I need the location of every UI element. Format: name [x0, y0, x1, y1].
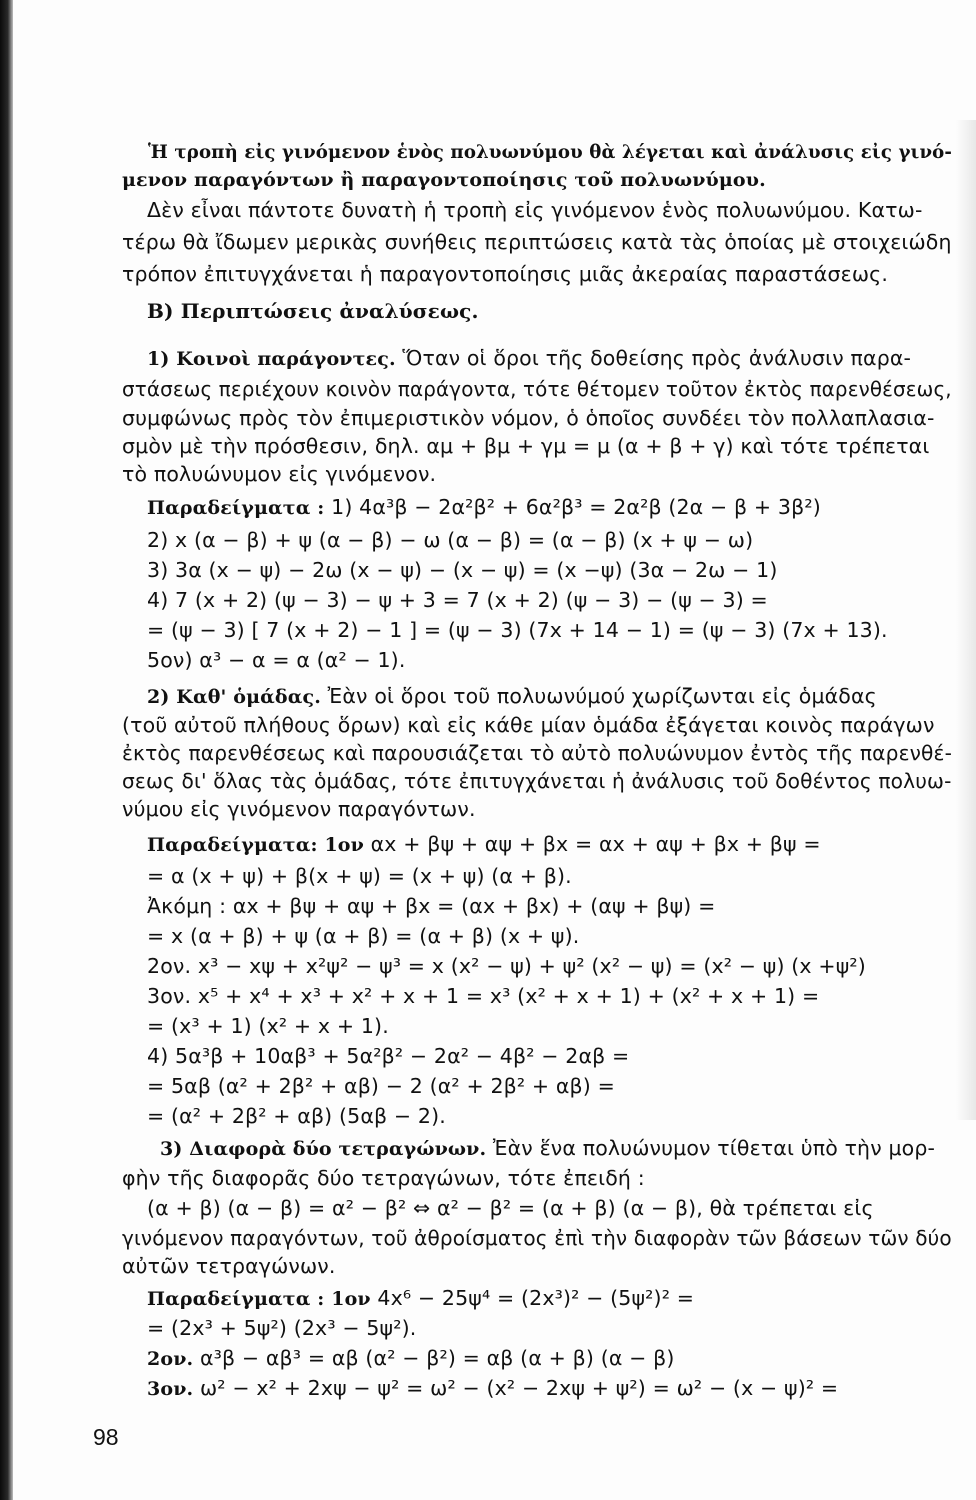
paragraph-line: νύμου εἰς γινόμενον παραγόντων. [122, 797, 476, 821]
paragraph-line: τὸ πολυώνυμον εἰς γινόμενον. [122, 462, 437, 486]
paragraph-line: Δὲν εἶναι πάντοτε δυνατὴ ἡ τροπὴ εἰς γινόμενον ἑνὸς πολυωνύμου. Κατω- [147, 198, 923, 222]
binding-shadow [0, 0, 13, 1500]
page-number: 98 [93, 1424, 119, 1450]
example-line [147, 1284, 694, 1313]
paragraph-line: συμφώνως πρὸς τὸν ἐπιμεριστικὸν νόμον, ὁ ὁποῖος συνδέει τὸν πολλαπλασια- [122, 406, 935, 430]
case-2-heading: 2) Καθ' ὁμάδας. [147, 686, 321, 708]
examples-label: Παραδείγματα : 1ον [147, 1288, 371, 1310]
paragraph-line: φὴν τῆς διαφορᾶς δύο τετραγώνων, τότε ἐπειδή : [122, 1166, 645, 1190]
example-line: = α (x + ψ) + β(x + ψ) = (x + ψ) (α + β). [147, 864, 572, 888]
example-line [147, 493, 821, 522]
example-line: = (α² + 2β² + αβ) (5αβ − 2). [147, 1104, 446, 1128]
example-line: = (ψ − 3) [ 7 (x + 2) − 1 ] = (ψ − 3) (7x + 14 − 1) = (ψ − 3) (7x + 13). [147, 618, 888, 642]
paragraph-line: γινόμενον παραγόντων, τοῦ ἀθροίσματος ἐπὶ τὴν διαφορὰν τῶν βάσεων τῶν δύο [122, 1226, 952, 1250]
paragraph-line: σμὸν μὲ τὴν πρόσθεσιν, δηλ. αμ + βμ + γμ = μ (α + β + γ) καὶ τότε τρέπεται [122, 434, 930, 458]
example-line [147, 1344, 675, 1373]
examples-label: Παραδείγματα : [147, 497, 325, 519]
paragraph-line: τέρω θὰ ἴδωμεν μερικὰς συνήθεις περιπτώσεις κατὰ τὰς ὁποίας μὲ στοιχειώδη [122, 230, 952, 254]
paragraph-line: τρόπον ἐπιτυγχάνεται ἡ παραγοντοποίησις μιᾶς ἀκεραίας παραστάσεως. [122, 262, 888, 286]
case-3-heading: 3) Διαφορὰ δύο τετραγώνων. [160, 1138, 487, 1160]
paragraph-line [147, 344, 911, 373]
definition-line-1: Ἡ τροπὴ εἰς γινόμενον ἑνὸς πολυωνύμου θὰ λέγεται καὶ ἀνάλυσις εἰς γινό- [148, 141, 953, 163]
example-formula: 4x⁶ − 25ψ⁴ = (2x³)² − (5ψ²)² = [377, 1286, 695, 1310]
example-line: = x (α + β) + ψ (α + β) = (α + β) (x + ψ). [147, 924, 580, 948]
example-line: 5ον) α³ − α = α (α² − 1). [147, 648, 406, 672]
example-line: 4) 5α³β + 10αβ³ + 5α²β² − 2α² − 4β² − 2αβ = [147, 1044, 630, 1068]
example-line: Ἀκόμη : αx + βψ + αψ + βx = (αx + βx) + (αψ + βψ) = [147, 894, 716, 918]
paragraph-line: (τοῦ αὐτοῦ πλήθους ὅρων) καὶ εἰς κάθε μίαν ὁμάδα ἐξάγεται κοινὸς παράγων [122, 713, 935, 737]
paragraph-line: σεως δι' ὅλας τὰς ὁμάδας, τότε ἐπιτυγχάνεται ἡ ἀνάλυσις τοῦ δοθέντος πολυω- [122, 769, 952, 793]
case-3-text: Ἐὰν ἕνα πολυώνυμον τίθεται ὑπὸ τὴν μορ- [492, 1136, 936, 1160]
paragraph-line [160, 1134, 935, 1163]
paragraph-line: αὐτῶν τετραγώνων. [122, 1254, 336, 1278]
case-1-heading: 1) Κοινοὶ παράγοντες. [147, 348, 396, 370]
example-line: 3) 3α (x − ψ) − 2ω (x − ψ) − (x − ψ) = (x −ψ) (3α − 2ω − 1) [147, 558, 778, 582]
definition-line-2: μενον παραγόντων ἢ παραγοντοποίησις τοῦ πολυωνύμου. [122, 169, 766, 191]
example-formula: ω² − x² + 2xψ − ψ² = ω² − (x² − 2xψ + ψ²) = ω² − (x − ψ)² = [199, 1376, 839, 1400]
example-line [147, 830, 821, 859]
formula-line: (α + β) (α − β) = α² − β² ⇔ α² − β² = (α + β) (α − β), θὰ τρέπεται εἰς [147, 1196, 874, 1220]
example-formula: α³β − αβ³ = αβ (α² − β²) = αβ (α + β) (α − β) [199, 1346, 675, 1370]
example-line: 2) x (α − β) + ψ (α − β) − ω (α − β) = (α − β) (x + ψ − ω) [147, 528, 754, 552]
case-1-text: Ὅταν οἱ ὅροι τῆς δοθείσης πρὸς ἀνάλυσιν παρα- [402, 346, 912, 370]
example-line: 4) 7 (x + 2) (ψ − 3) − ψ + 3 = 7 (x + 2) (ψ − 3) − (ψ − 3) = [147, 588, 768, 612]
case-2-text: Ἐὰν οἱ ὅροι τοῦ πολυωνύμού χωρίζωνται εἰς ὁμάδας [327, 684, 877, 708]
example-line: 3ον. x⁵ + x⁴ + x³ + x² + x + 1 = x³ (x² + x + 1) + (x² + x + 1) = [147, 984, 820, 1008]
example-formula: 1) 4α³β − 2α²β² + 6α²β³ = 2α²β (2α − β + 3β²) [331, 495, 821, 519]
examples-label: Παραδείγματα: 1ον [147, 834, 364, 856]
paragraph-line [147, 682, 877, 711]
example-number: 3ον. [147, 1378, 194, 1400]
example-formula: αx + βψ + αψ + βx = αx + αψ + βx + βψ = [370, 832, 821, 856]
section-heading: Β) Περιπτώσεις ἀναλύσεως. [147, 299, 479, 323]
paragraph-line: ἐκτὸς παρενθέσεως καὶ παρουσιάζεται τὸ αὐτὸ πολυώνυμον ἐντὸς τῆς παρενθέ- [122, 741, 953, 765]
example-line: 2ον. x³ − xψ + x²ψ² − ψ³ = x (x² − ψ) + ψ² (x² − ψ) = (x² − ψ) (x +ψ²) [147, 954, 866, 978]
example-line: = 5αβ (α² + 2β² + αβ) − 2 (α² + 2β² + αβ) = [147, 1074, 615, 1098]
example-line: = (2x³ + 5ψ²) (2x³ − 5ψ²). [147, 1316, 417, 1340]
example-line: = (x³ + 1) (x² + x + 1). [147, 1014, 389, 1038]
example-number: 2ον. [147, 1348, 194, 1370]
paragraph-line: στάσεως περιέχουν κοινὸν παράγοντα, τότε θέτομεν τοῦτον ἐκτὸς παρενθέσεως, [122, 377, 952, 401]
page-bleed [956, 120, 976, 1120]
example-line [147, 1374, 838, 1403]
